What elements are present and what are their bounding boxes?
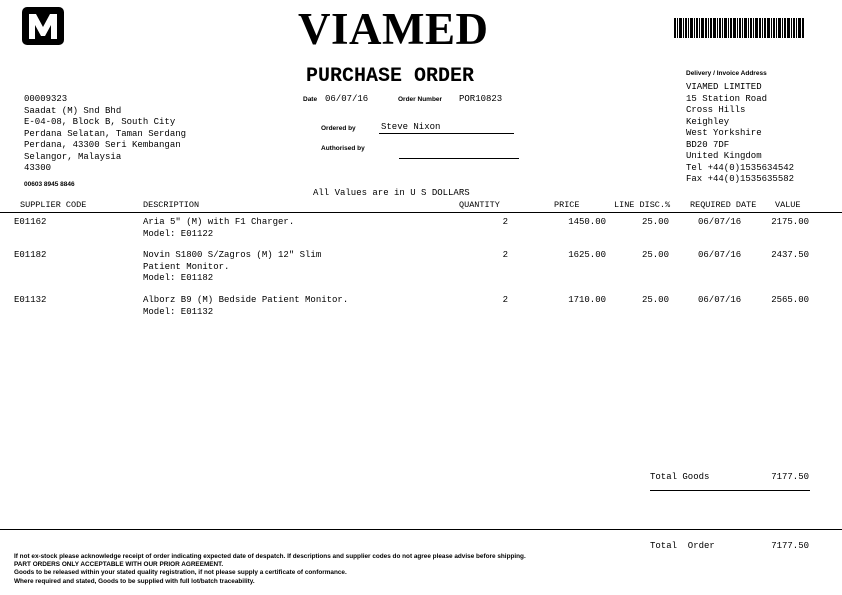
row-value: 2565.00: [771, 295, 809, 305]
row-quantity: 2: [502, 295, 508, 305]
currency-note: All Values are in U S DOLLARS: [313, 188, 470, 198]
header-line-disc: LINE DISC.%: [614, 200, 671, 210]
row-description-line: Model: E01132: [143, 306, 214, 317]
header-supplier-code: SUPPLIER CODE: [20, 200, 87, 210]
delivery-line: Cross Hills: [686, 105, 746, 115]
row-description-line: Model: E01182: [143, 273, 214, 283]
row-price: 1710.00: [568, 295, 606, 305]
supplier-line: Perdana Selatan, Taman Serdang: [24, 128, 187, 139]
header-value: VALUE: [775, 200, 801, 210]
row-required-date: 06/07/16: [698, 217, 742, 227]
supplier-address: [24, 94, 186, 175]
order-number-value: POR10823: [459, 94, 503, 104]
row-description: [143, 250, 321, 285]
company-logo: [22, 7, 64, 45]
total-order-label: Total Order: [650, 541, 715, 551]
supplier-line: Saadat (M) Snd Bhd: [24, 105, 122, 116]
row-description-line: Aria 5" (M) with F1 Charger.: [143, 217, 295, 227]
total-goods-underline: [650, 490, 810, 491]
date-value: 06/07/16: [325, 94, 369, 104]
supplier-line: Perdana, 43300 Seri Kembangan: [24, 140, 181, 150]
row-price: 1625.00: [568, 250, 606, 260]
delivery-line: 15 Station Road: [686, 93, 768, 104]
header-required-date: REQUIRED DATE: [690, 200, 757, 210]
supplier-line: 43300: [24, 163, 52, 173]
footer-notes: [14, 553, 526, 586]
row-description-line: Patient Monitor.: [143, 261, 230, 272]
row-line-disc: 25.00: [641, 217, 669, 227]
authorised-by-label: Authorised by: [321, 145, 365, 152]
delivery-line: BD20 7DF: [686, 139, 730, 150]
header-price: PRICE: [554, 200, 580, 210]
logo-m-mark: [22, 7, 64, 45]
delivery-address: [686, 82, 794, 186]
ordered-by-label: Ordered by: [321, 125, 356, 132]
document-title: PURCHASE ORDER: [306, 65, 475, 88]
row-description-line: Novin S1800 S/Zagros (M) 12" Slim: [143, 250, 322, 260]
ordered-by-line: [379, 133, 514, 134]
supplier-phone: 00603 8945 8846: [24, 181, 75, 188]
footer-line: PART ORDERS ONLY ACCEPTABLE WITH OUR PRIOR AGREEMENT.: [14, 561, 224, 569]
row-value: 2175.00: [771, 217, 809, 227]
total-order-value: 7177.50: [771, 541, 809, 551]
row-required-date: 06/07/16: [698, 295, 742, 305]
total-goods-label: Total Goods: [650, 472, 710, 482]
row-supplier-code: E01162: [14, 217, 47, 227]
row-supplier-code: E01132: [14, 295, 47, 305]
header-quantity: QUANTITY: [459, 200, 500, 210]
footer-line: If not ex-stock please acknowledge receipt of order indicating expected date of despatch. If descriptions and supplier codes do not agree please advise before shipping.: [14, 553, 526, 560]
delivery-line: West Yorkshire: [686, 128, 762, 138]
brand-name: VIAMED: [298, 4, 489, 54]
row-line-disc: 25.00: [641, 250, 669, 260]
date-label: Date: [303, 96, 318, 103]
supplier-line: E-04-08, Block B, South City: [24, 117, 176, 127]
row-description-line: Model: E01122: [143, 228, 214, 239]
barcode-icon: [674, 18, 804, 38]
row-description: [143, 217, 294, 240]
supplier-line: 00009323: [24, 94, 68, 104]
ordered-by-value: Steve Nixon: [381, 122, 441, 132]
footer-line: Goods to be released within your stated quality registration, if not please supply a certificate of conformance.: [14, 569, 347, 577]
header-description: DESCRIPTION: [143, 200, 200, 210]
authorised-by-line: [399, 158, 519, 159]
footer-divider: [0, 529, 842, 530]
delivery-label: Delivery / Invoice Address: [686, 70, 767, 77]
delivery-line: Tel +44(0)1535634542: [686, 162, 795, 173]
supplier-line: Selangor, Malaysia: [24, 151, 122, 162]
row-value: 2437.50: [771, 250, 809, 260]
header-divider: [0, 212, 842, 213]
row-required-date: 06/07/16: [698, 250, 742, 260]
total-goods-value: 7177.50: [771, 472, 809, 482]
delivery-line: United Kingdom: [686, 151, 762, 161]
footer-line: Where required and stated, Goods to be supplied with full lot/batch traceability.: [14, 577, 255, 585]
order-number-label: Order Number: [398, 96, 443, 103]
row-quantity: 2: [502, 217, 508, 227]
row-description: [143, 295, 348, 318]
delivery-line: Keighley: [686, 116, 730, 127]
row-description-line: Alborz B9 (M) Bedside Patient Monitor.: [143, 295, 349, 305]
delivery-line: VIAMED LIMITED: [686, 82, 762, 92]
row-price: 1450.00: [568, 217, 606, 227]
delivery-line: Fax +44(0)1535635582: [686, 174, 795, 184]
row-quantity: 2: [502, 250, 508, 260]
row-supplier-code: E01182: [14, 250, 47, 260]
row-line-disc: 25.00: [641, 295, 669, 305]
